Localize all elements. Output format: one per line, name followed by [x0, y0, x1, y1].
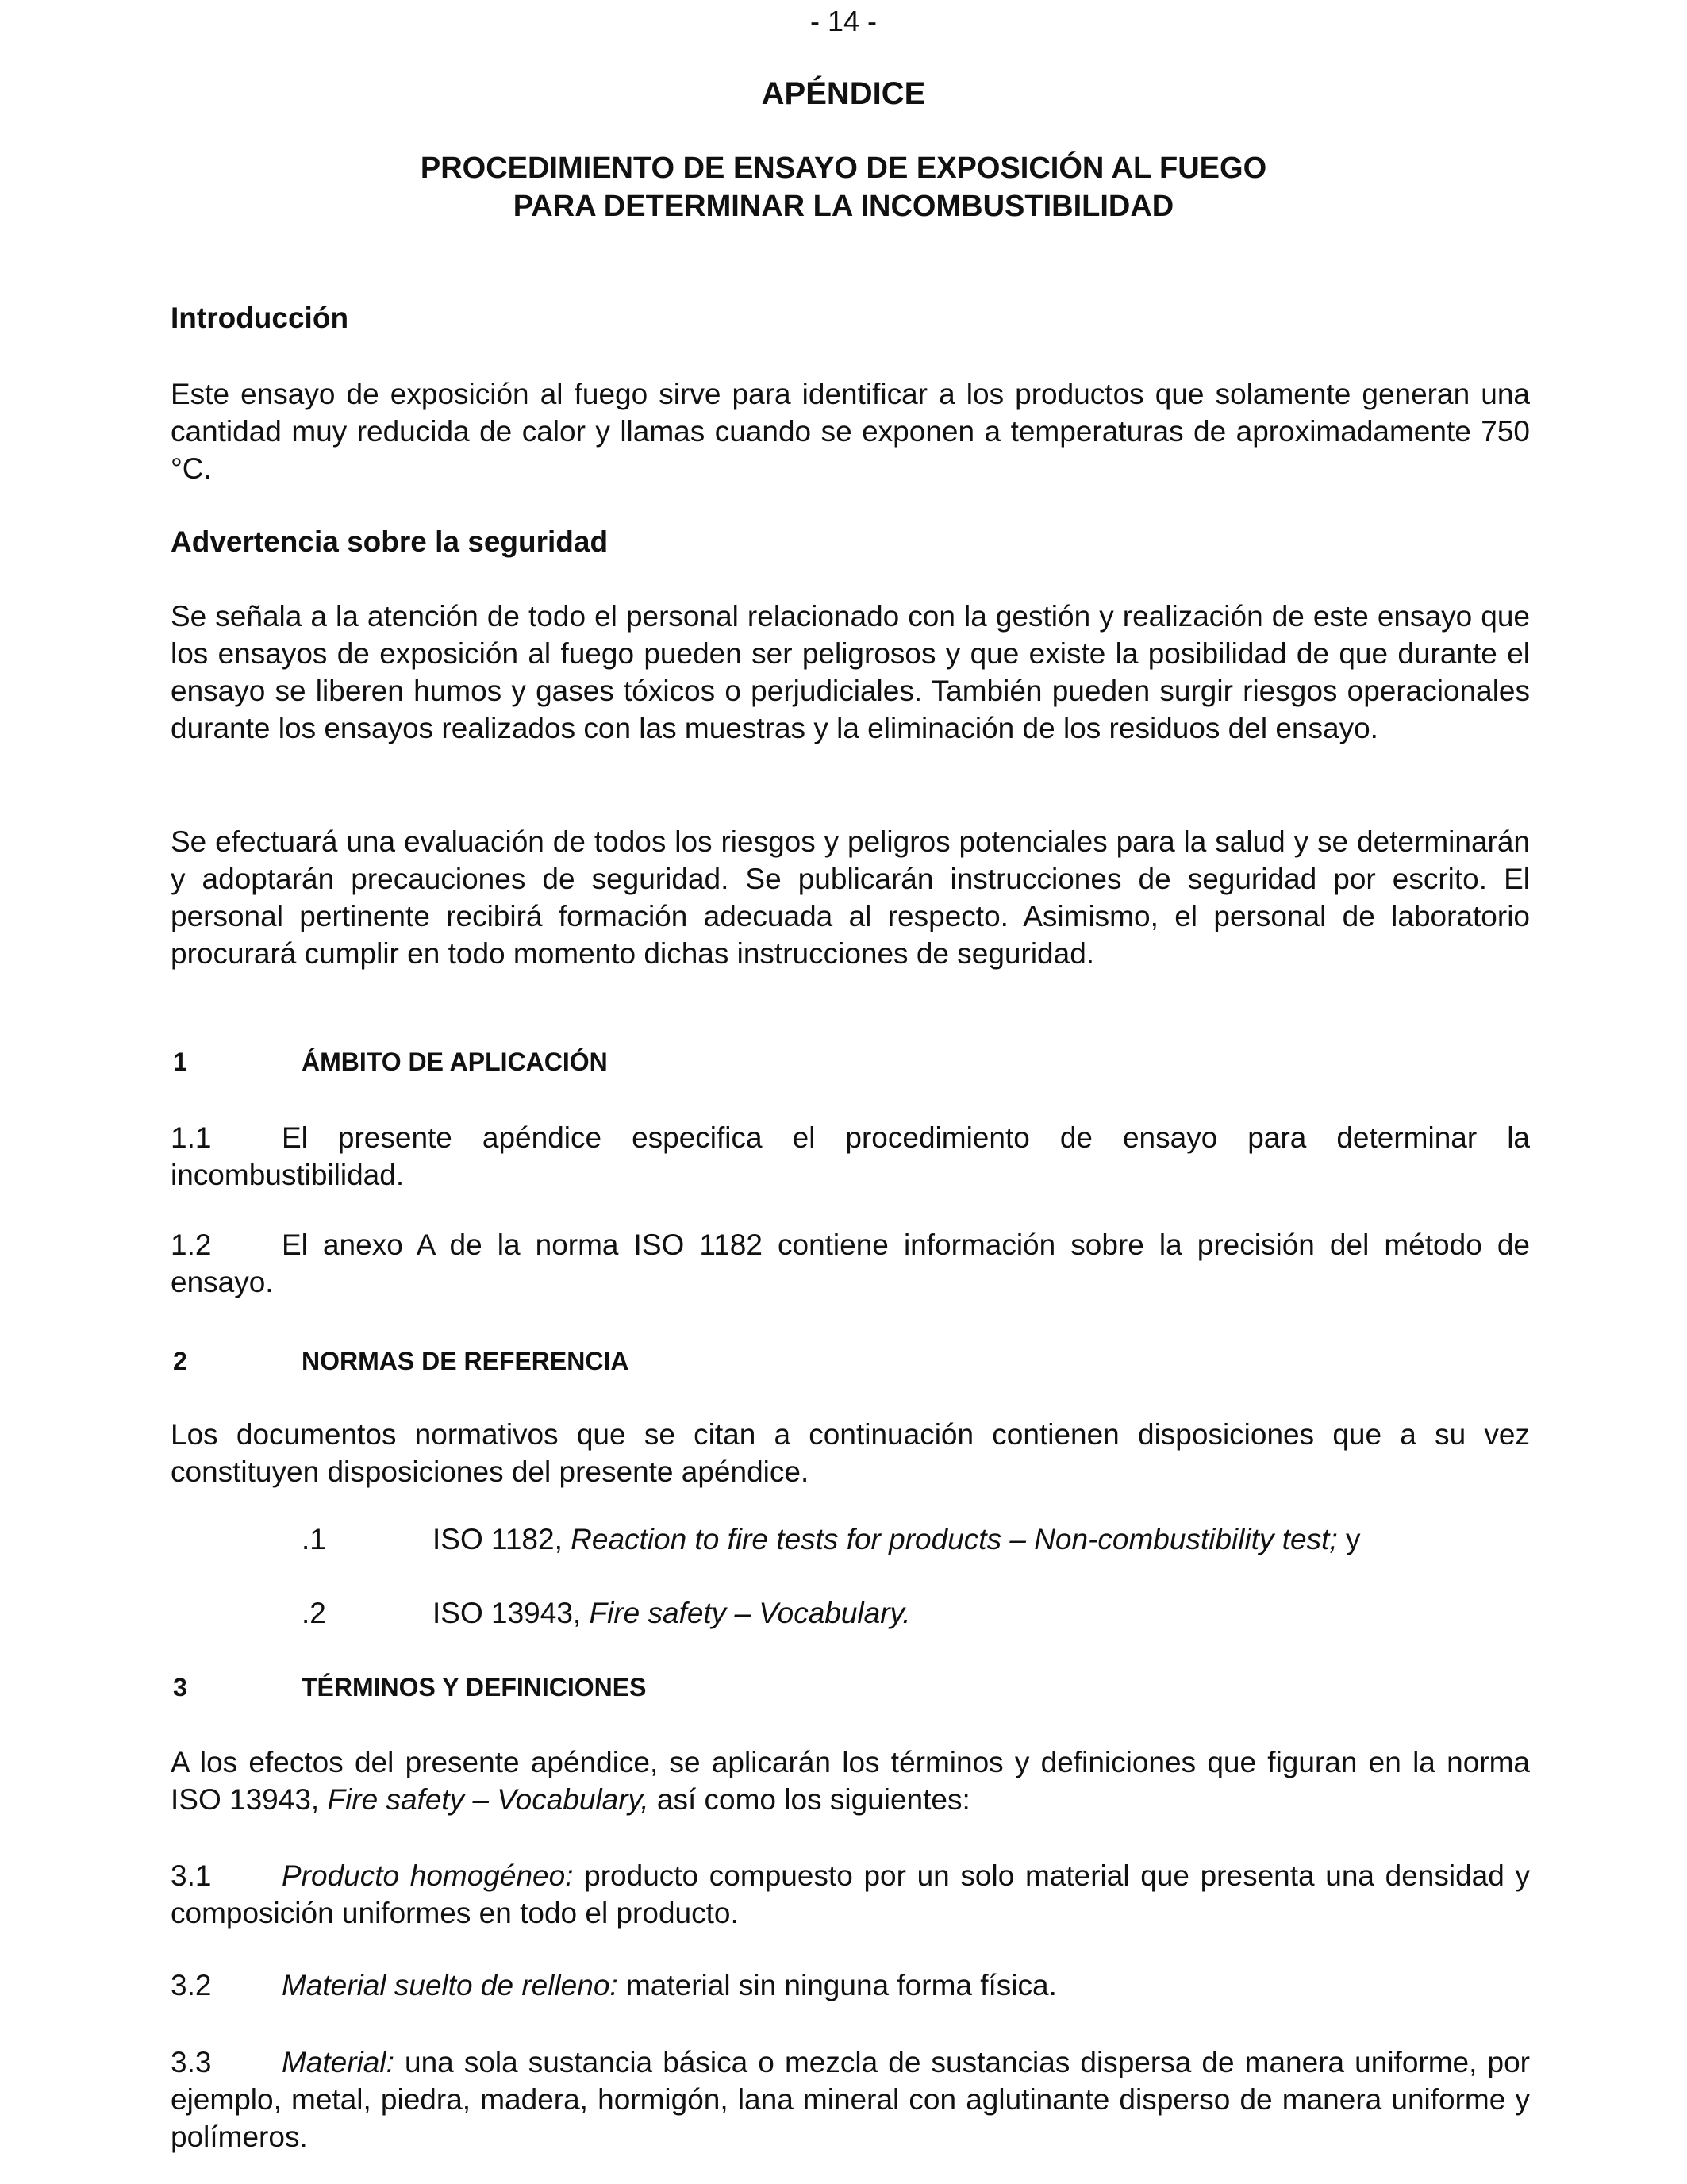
section-3-title: TÉRMINOS Y DEFINICIONES — [302, 1673, 647, 1701]
reference-1-suffix: y — [1337, 1523, 1361, 1555]
reference-1-number: .1 — [302, 1523, 326, 1555]
reference-2 — [432, 1597, 911, 1630]
definition-3-3-term: Material: — [282, 2046, 394, 2078]
definition-3-1-number: 3.1 — [171, 1859, 212, 1892]
definition-3-2-number: 3.2 — [171, 1969, 212, 2001]
section-3-paragraph — [171, 1744, 1530, 1818]
section-1-number: 1 — [173, 1048, 187, 1076]
definition-3-1-term: Producto homogéneo: — [282, 1859, 574, 1892]
page-number: - 14 - — [809, 5, 878, 37]
definition-3-3 — [171, 2044, 1530, 2155]
section-3-intro-b: así como los siguientes: — [648, 1783, 970, 1816]
definition-3-2 — [171, 1967, 1530, 2004]
definition-3-1 — [171, 1857, 1530, 1932]
section-2-title: NORMAS DE REFERENCIA — [302, 1347, 629, 1375]
main-title-line-2: PARA DETERMINAR LA INCOMBUSTIBILIDAD — [513, 190, 1174, 223]
section-3-number: 3 — [173, 1673, 187, 1701]
definition-3-3-text: una sola sustancia básica o mezcla de sustancias dispersa de manera uniforme, por ejemplo, metal, piedra, madera, hormigón, lana mineral con aglutinante disperso de manera uniforme y polímeros. — [171, 2046, 1530, 2153]
reference-2-title: Fire safety – Vocabulary. — [589, 1597, 911, 1629]
main-title-line-1: PROCEDIMIENTO DE ENSAYO DE EXPOSICIÓN AL FUEGO — [420, 152, 1267, 185]
section-1-title: ÁMBITO DE APLICACIÓN — [302, 1048, 608, 1076]
reference-2-code: ISO 13943, — [432, 1597, 590, 1629]
definition-3-3-number: 3.3 — [171, 2046, 212, 2078]
section-2-number: 2 — [173, 1347, 187, 1375]
clause-1-1 — [171, 1119, 1530, 1194]
reference-1-title: Reaction to fire tests for products – Non-combustibility test; — [571, 1523, 1338, 1555]
definition-3-2-term: Material suelto de relleno: — [282, 1969, 618, 2001]
definition-3-1-text: producto compuesto por un solo material que presenta una densidad y composición uniformes en todo el producto. — [171, 1859, 1530, 1929]
intro-heading: Introducción — [171, 302, 349, 334]
clause-1-2-text: El anexo A de la norma ISO 1182 contiene información sobre la precisión del método de ensayo. — [171, 1228, 1530, 1298]
reference-1 — [432, 1523, 1360, 1556]
safety-paragraph-2: Se efectuará una evaluación de todos los riesgos y peligros potenciales para la salud y se determinarán y adoptarán precauciones de seguridad. Se publicarán instrucciones de seguridad por escrito. El personal pertinente recibirá formación adecuada al respecto. Asimismo, el personal de laboratorio procurará cumplir en todo momento dichas instrucciones de seguridad. — [171, 825, 1530, 970]
clause-1-2 — [171, 1226, 1530, 1301]
reference-1-code: ISO 1182, — [432, 1523, 571, 1555]
clause-1-1-number: 1.1 — [171, 1121, 212, 1154]
definition-3-2-text: material sin ninguna forma física. — [617, 1969, 1057, 2001]
main-title — [0, 149, 1687, 225]
intro-paragraph: Este ensayo de exposición al fuego sirve para identificar a los productos que solamente generan una cantidad muy reducida de calor y llamas cuando se exponen a temperaturas de aproximadamente 750 °C. — [171, 378, 1530, 485]
reference-2-number: .2 — [302, 1597, 326, 1629]
clause-1-1-text: El presente apéndice especifica el procedimiento de ensayo para determinar la incombustibilidad. — [171, 1121, 1530, 1191]
section-3-intro-a: A los efectos del presente apéndice, se aplicarán los términos y definiciones que figuran en la norma ISO 13943, — [171, 1746, 1530, 1816]
clause-1-2-number: 1.2 — [171, 1228, 212, 1261]
section-3-intro-italic: Fire safety – Vocabulary, — [327, 1783, 649, 1816]
safety-heading: Advertencia sobre la seguridad — [171, 525, 609, 558]
section-2-paragraph: Los documentos normativos que se citan a continuación contienen disposiciones que a su vez constituyen disposiciones del presente apéndice. — [171, 1418, 1530, 1488]
appendix-title: APÉNDICE — [761, 76, 926, 111]
safety-paragraph-1: Se señala a la atención de todo el personal relacionado con la gestión y realización de este ensayo que los ensayos de exposición al fuego pueden ser peligrosos y que existe la posibilidad de que durante el ensayo se liberen humos y gases tóxicos o perjudiciales. También pueden surgir riesgos operacionales durante los ensayos realizados con las muestras y la eliminación de los residuos del ensayo. — [171, 600, 1530, 744]
